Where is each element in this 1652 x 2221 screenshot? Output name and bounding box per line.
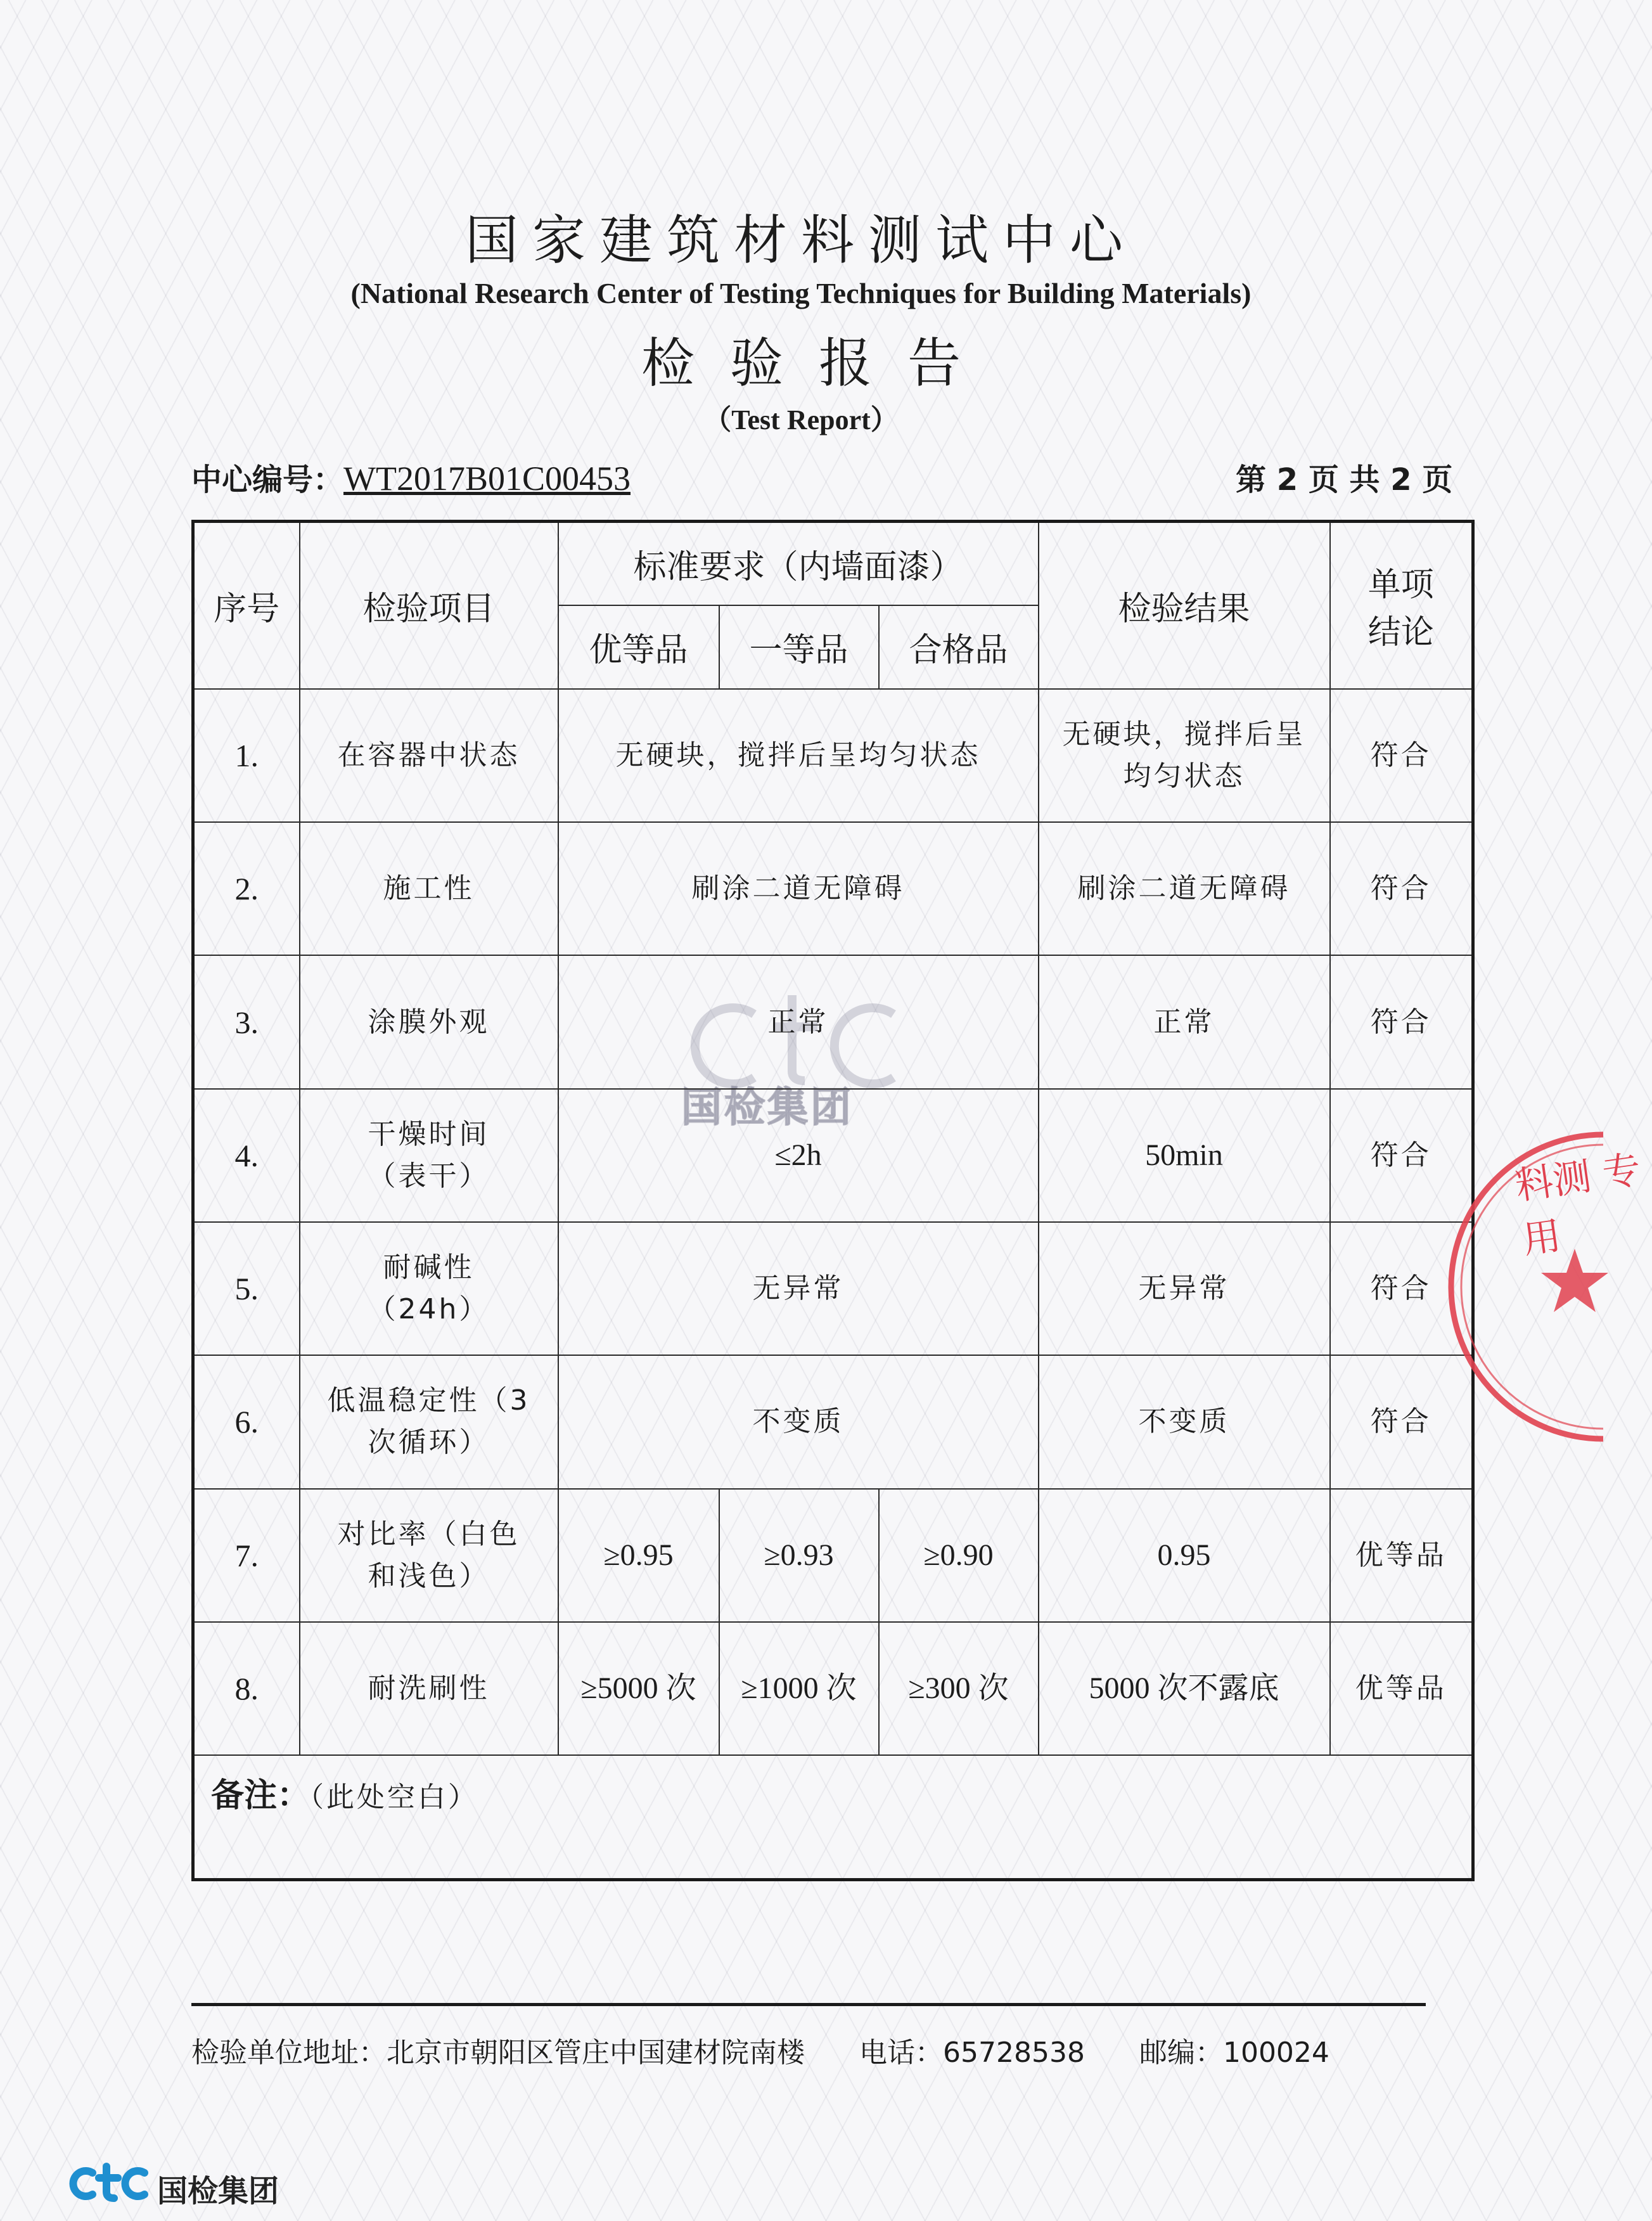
row-standard-superior: ≥5000 次 xyxy=(558,1622,719,1755)
official-seal xyxy=(1508,1122,1644,1452)
row-number: 3. xyxy=(193,955,300,1088)
footer-phone: 电话：65728538 xyxy=(859,2037,1085,2069)
center-number-label: 中心编号： xyxy=(191,462,344,498)
remarks-text: （此处空白） xyxy=(310,1781,479,1814)
table-row xyxy=(193,689,1473,822)
row-item: 干燥时间（表干） xyxy=(300,1089,558,1222)
table-row xyxy=(193,1489,1473,1622)
header-item: 检验项目 xyxy=(300,522,558,689)
row-verdict: 优等品 xyxy=(1330,1489,1473,1622)
header-verdict-line2: 结论 xyxy=(1367,614,1434,652)
row-result: 0.95 xyxy=(1039,1489,1330,1622)
page-indicator: 第 2 页 共 2 页 xyxy=(1236,462,1453,498)
logo-text: 国检集团 xyxy=(157,2173,279,2209)
row-result: 不变质 xyxy=(1039,1355,1330,1488)
row-standard-first: ≥1000 次 xyxy=(719,1622,879,1755)
row-number: 5. xyxy=(193,1222,300,1355)
row-number: 4. xyxy=(193,1089,300,1222)
row-number: 8. xyxy=(193,1622,300,1755)
row-result: 无异常 xyxy=(1039,1222,1330,1355)
row-standard: 无硬块，搅拌后呈均匀状态 xyxy=(558,689,1039,822)
footer-postcode: 邮编：100024 xyxy=(1139,2037,1329,2069)
row-number: 6. xyxy=(193,1355,300,1488)
remarks-label: 备注： xyxy=(211,1777,311,1815)
center-number xyxy=(191,455,631,499)
table-row xyxy=(193,1222,1473,1355)
row-verdict: 符合 xyxy=(1330,955,1473,1088)
header-seq: 序号 xyxy=(193,522,300,689)
center-number-value: WT2017B01C00453 xyxy=(343,460,631,498)
row-standard-superior: ≥0.95 xyxy=(558,1489,719,1622)
row-standard: ≤2h xyxy=(558,1089,1039,1222)
remarks xyxy=(193,1755,1473,1879)
header-grade-superior: 优等品 xyxy=(558,605,719,689)
row-verdict: 符合 xyxy=(1330,689,1473,822)
row-item: 施工性 xyxy=(300,822,558,955)
header-verdict xyxy=(1330,522,1473,689)
row-standard: 正常 xyxy=(558,955,1039,1088)
row-result: 5000 次不露底 xyxy=(1039,1622,1330,1755)
row-standard-qualified: ≥300 次 xyxy=(879,1622,1039,1755)
header-standard: 标准要求（内墙面漆） xyxy=(558,522,1039,605)
row-verdict: 符合 xyxy=(1330,1222,1473,1355)
report-title: 检验报告 xyxy=(641,332,996,394)
row-result: 刷涂二道无障碍 xyxy=(1039,822,1330,955)
row-item: 耐洗刷性 xyxy=(300,1622,558,1755)
header-result: 检验结果 xyxy=(1039,522,1330,689)
header-verdict-line1: 单项 xyxy=(1367,566,1434,605)
row-verdict: 符合 xyxy=(1330,1355,1473,1488)
report-title-english: （Test Report） xyxy=(703,404,899,435)
table-row xyxy=(193,1355,1473,1488)
test-report-table xyxy=(191,520,1475,1881)
seal-text: 料测 专用 xyxy=(1512,1147,1644,1263)
row-item: 低温稳定性（3 次循环） xyxy=(300,1355,558,1488)
row-item: 对比率（白色和浅色） xyxy=(300,1489,558,1622)
header-grade-first: 一等品 xyxy=(719,605,879,689)
row-number: 2. xyxy=(193,822,300,955)
center-title-english: (National Research Center of Testing Techniques for Building Materials) xyxy=(350,277,1252,309)
table-row xyxy=(193,1089,1473,1222)
row-result: 正常 xyxy=(1039,955,1330,1088)
row-number: 7. xyxy=(193,1489,300,1622)
row-verdict: 优等品 xyxy=(1330,1622,1473,1755)
row-standard: 不变质 xyxy=(558,1355,1039,1488)
footer-info xyxy=(191,2030,1375,2070)
row-verdict: 符合 xyxy=(1330,822,1473,955)
row-item: 在容器中状态 xyxy=(300,689,558,822)
row-standard-qualified: ≥0.90 xyxy=(879,1489,1039,1622)
row-item: 耐碱性（24h） xyxy=(300,1222,558,1355)
row-standard: 无异常 xyxy=(558,1222,1039,1355)
footer-divider xyxy=(191,2003,1426,2006)
table-row xyxy=(193,955,1473,1088)
table-row xyxy=(193,822,1473,955)
footer-address: 检验单位地址：北京市朝阳区管庄中国建材院南楼 xyxy=(191,2037,805,2069)
row-standard: 刷涂二道无障碍 xyxy=(558,822,1039,955)
watermark-text: 国检集团 xyxy=(681,1085,854,1131)
row-verdict: 符合 xyxy=(1330,1089,1473,1222)
row-standard-first: ≥0.93 xyxy=(719,1489,879,1622)
row-result: 50min xyxy=(1039,1089,1330,1222)
row-item: 涂膜外观 xyxy=(300,955,558,1088)
table-row xyxy=(193,1622,1473,1755)
header-grade-qualified: 合格品 xyxy=(879,605,1039,689)
row-result: 无硬块，搅拌后呈均匀状态 xyxy=(1039,689,1330,822)
center-title: 国家建筑材料测试中心 xyxy=(464,209,1137,271)
row-number: 1. xyxy=(193,689,300,822)
